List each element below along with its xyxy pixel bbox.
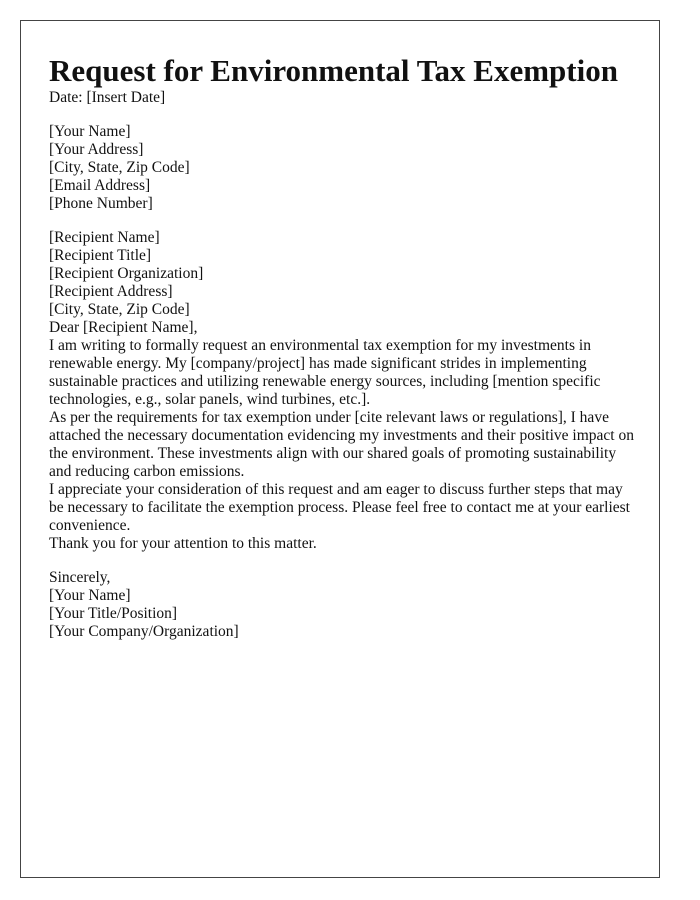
body-paragraph-3: I appreciate your consideration of this request and am eager to discuss further steps that may be necessary to facilitate the exemption process. Please feel free to contact me at your earliest convenience. <box>49 481 630 534</box>
sender-address: [Your Address] <box>49 141 144 158</box>
salutation: Dear [Recipient Name], <box>49 319 198 336</box>
closing-block <box>49 569 639 641</box>
sender-email: [Email Address] <box>49 177 151 194</box>
closing-name: [Your Name] <box>49 587 131 604</box>
body-paragraph-1: I am writing to formally request an environmental tax exemption for my investments in renewable energy. My [company/project] has made significant strides in implementing sustainable practices and utilizing renewable energy sources, including [mention specific technologies, e.g., solar panels, wind turbines, etc.]. <box>49 337 601 408</box>
valediction: Sincerely, <box>49 569 111 586</box>
letter-title: Request for Environmental Tax Exemption <box>49 53 618 88</box>
letter-content <box>49 53 639 641</box>
body-paragraph-4: Thank you for your attention to this matter. <box>49 535 317 552</box>
letter-page <box>20 20 660 878</box>
sender-name: [Your Name] <box>49 123 131 140</box>
recipient-address-block <box>49 229 639 319</box>
date-line: Date: [Insert Date] <box>49 89 166 106</box>
recipient-organization: [Recipient Organization] <box>49 265 204 282</box>
recipient-city: [City, State, Zip Code] <box>49 301 190 318</box>
sender-phone: [Phone Number] <box>49 195 153 212</box>
closing-title: [Your Title/Position] <box>49 605 178 622</box>
sender-city: [City, State, Zip Code] <box>49 159 190 176</box>
recipient-name: [Recipient Name] <box>49 229 160 246</box>
recipient-title: [Recipient Title] <box>49 247 152 264</box>
sender-address-block <box>49 123 639 213</box>
recipient-address: [Recipient Address] <box>49 283 173 300</box>
body-paragraph-2: As per the requirements for tax exemption under [cite relevant laws or regulations], I have attached the necessary documentation evidencing my investments and their positive impact on the environment. These investments align with our shared goals of promoting sustainability and reducing carbon emissions. <box>49 409 634 480</box>
closing-company: [Your Company/Organization] <box>49 623 239 640</box>
